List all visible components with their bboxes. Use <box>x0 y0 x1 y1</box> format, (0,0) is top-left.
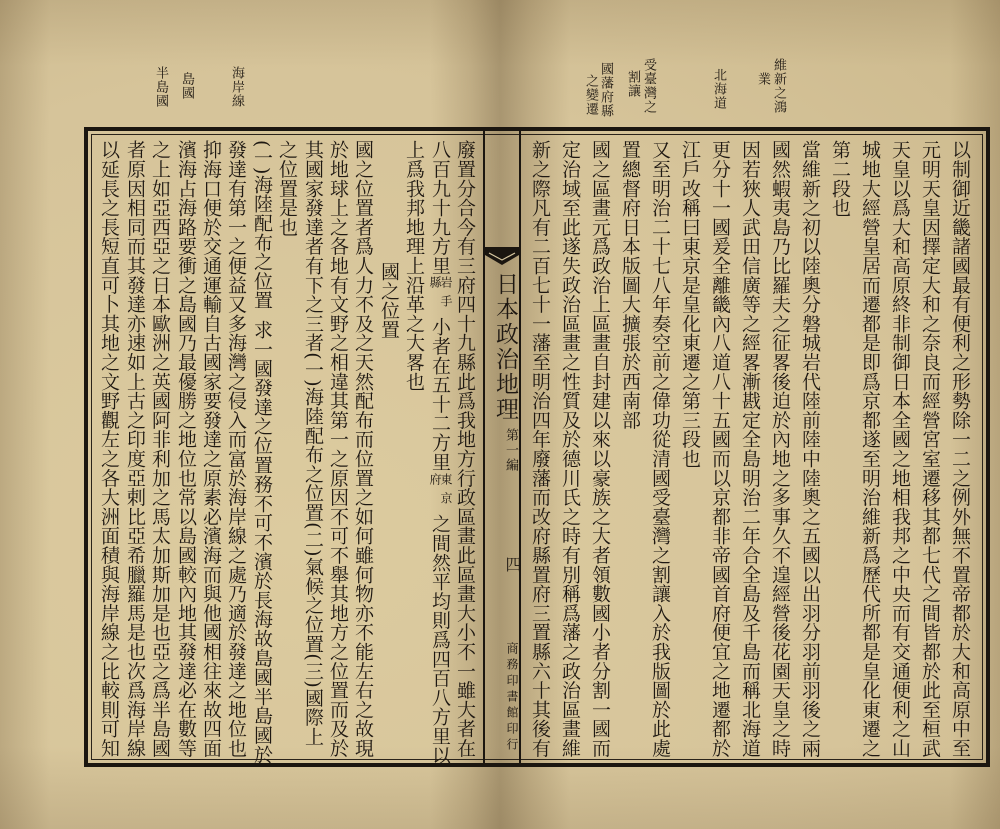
note-left-line: 府 <box>428 472 442 492</box>
section-heading: 國之位置 <box>378 262 400 340</box>
fishtail-ornament-icon <box>485 247 519 267</box>
publisher-imprint: 商務印書館印行 <box>505 642 519 754</box>
note-left-line: 縣 <box>428 276 442 296</box>
text-column: 置總督府日本版圖大擴張於西南部 <box>619 140 641 430</box>
text-segment: 之間然平均則爲四百八方里以 <box>429 513 451 765</box>
text-column: 者原因相同而其發達亦速如上古之印度亞剌比亞希臘羅馬是也次爲海岸線 <box>124 140 146 758</box>
text-column: 以制御近畿諸國最有便利之形勢除一二之例外無不置帝都於大和高原中至 <box>949 140 971 758</box>
text-column: 當維新之初以陸奧分磐城岩代陸前陸中陸奧之五國以出羽分羽前羽後之兩 <box>799 140 821 758</box>
text-column: 廢置分合今有三府四十九縣此爲我地方行政區畫此區畫大小不一雖大者在 <box>454 140 476 758</box>
note-right-line: 岩手 <box>439 276 453 315</box>
text-segment: 求一國發達之位置務不可不濱於長海故島國半島國於 <box>251 319 273 764</box>
text-column: 更分十一國爰全離畿內八道八十五國而以京都非帝國首府便宜之地遷都於 <box>709 140 731 758</box>
interlinear-note <box>429 276 451 316</box>
text-column: 天皇以爲大和高原終非制御日本全國之地相我邦之中央而有交通便利之山 <box>889 140 911 758</box>
text-column: 國然蝦夷島乃比羅夫之征畧後迫於內地之多事久不遑經營後花園天皇之時 <box>769 140 791 758</box>
page-number: 四 <box>503 556 522 572</box>
text-column: 以延長之長短直可卜其地之文野觀左之各大洲面積與海岸線之比較則可知 <box>98 140 120 758</box>
text-column: 江戶改稱曰東京是皇化東遷之第三段也 <box>679 140 701 469</box>
headnote-restoration-line1: 維新之鴻 <box>771 58 786 114</box>
text-column-with-subheading <box>251 140 273 764</box>
text-column: 城地大經營皇居而遷都是即爲京都遂至明治維新爲歷代所都是皇化東遷之 <box>859 140 881 758</box>
text-segment: 小者在五十二方里 <box>429 317 451 472</box>
headnote-hokkaido: 北海道 <box>711 68 726 110</box>
text-column: 又至明治二十七八年奏空前之偉功從清國受臺灣之割讓入於我版圖於此處 <box>649 140 671 758</box>
interlinear-note <box>429 473 451 513</box>
text-column: 濱海占海路要衝之島國乃最優勝之地位也常以島國較內地其發達必在數等 <box>175 140 197 758</box>
note-right-line: 東京 <box>439 472 453 511</box>
headnote-restoration-line2: 業 <box>755 72 770 86</box>
text-column: 其國家發達者有下之三者(一)海陸配布之位置(二)氣候之位置(三)國際上 <box>302 140 324 746</box>
text-column: 第二段也 <box>829 140 851 218</box>
running-part: 第一編 <box>503 428 518 473</box>
subsection-heading: (一)海陸配布之位置 <box>251 140 273 310</box>
headnote-taiwan-line1: 受臺灣之 <box>641 58 656 114</box>
text-column-with-notes <box>429 140 451 764</box>
text-column: 於地球上之各地有文野之相違其第一之原因不可不舉其地方之位置而及於 <box>327 140 349 758</box>
text-column: 元明天皇因擇定大和之奈良而經營宮室遷移其都七代之間皆都於此至桓武 <box>919 140 941 758</box>
text-column: 之上如亞西亞之日本歐洲之英國阿非利加之馬太加斯加是也亞之爲半島國 <box>149 140 171 758</box>
text-column: 發達有第一之便益又多海灣之侵入而富於海岸線之處乃適於發達之地位也 <box>225 140 247 758</box>
text-column: 抑海口便於交通運輸自古國家要發達之原素必濱海而與他國相往來故四面 <box>200 140 222 758</box>
headnote-peninsula-nation: 半島國 <box>153 66 168 108</box>
text-column: 新之際凡有二百七十一藩至明治四年廢藩而改府縣置府三置縣六十其後有 <box>529 140 551 758</box>
headnote-island-nation: 島國 <box>179 72 194 100</box>
text-column: 上爲我邦地理上沿革之大畧也 <box>403 140 425 391</box>
text-column: 因若狹人武田信廣等之經畧漸戡定全島明治二年合全島及千島而稱北海道 <box>739 140 761 758</box>
text-segment: 八百九十九方里 <box>429 140 451 276</box>
headnote-provinces-line1: 國藩府縣 <box>598 62 613 118</box>
headnote-coastline: 海岸線 <box>229 66 244 108</box>
text-column: 之位置是也 <box>276 140 298 237</box>
text-column: 國之區畫元爲政治上區畫自封建以來以豪族之大者領數國小者分割一國而 <box>589 140 611 758</box>
text-column: 定治域至此遂失政治區畫之性質及於德川氏之時有別稱爲藩之政治區畫維 <box>559 140 581 758</box>
headnote-provinces-line2: 之變遷 <box>583 74 598 116</box>
running-title: 日本政治地理 <box>492 272 518 422</box>
headnote-taiwan-line2: 割讓 <box>625 70 640 98</box>
text-column: 國之位置者爲人力不及之天然配布而位置之如何雖何物亦不能左右之故現 <box>352 140 374 758</box>
